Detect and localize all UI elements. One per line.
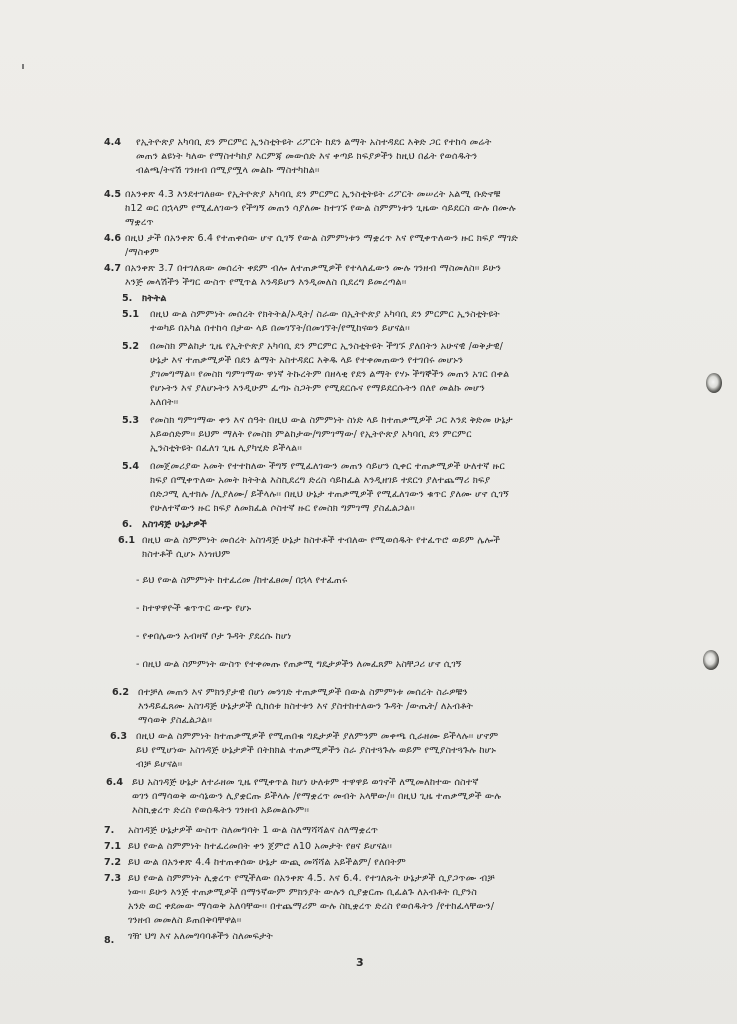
section-number: 7. [104, 825, 115, 836]
bullet-item: - የቀበሌውን አብዛኛ ቦታ ጉዳት ያደረሱ ከሆነ [136, 631, 292, 642]
clause-text-line: በዚህ ውል ስምምነት መሰረት አስገዳጅ ሁኔታ ከስተቶች ተብለው የሚወሰዱት የተፈጥሮ ወይም ሌሎች [142, 535, 501, 546]
clause-text-line: ይህ የውል ስምምነት ሊቋረጥ የሚችለው በአንቀጽ 4.5. እና 6.4. የተገለጹት ሁኔታዎች ሲያጋጥሙ ብቻ [128, 873, 495, 884]
bullet-item: - ይህ የውል ስምምነት ከተፈረመ /ከተፈፀመ/ በኋላ የተፈጠሩ [136, 575, 348, 586]
clause-number: 5.4 [122, 461, 139, 472]
clause-number: 7.2 [104, 857, 121, 868]
clause-text-line: ይህ አስገዳጅ ሁኔታ ለተራዘመ ጊዜ የሚቀጥል ከሆነ ሁለቱም ተዋዋይ ወገኖች ለሚመለከተው ሰስተኛ [132, 777, 479, 788]
clause-text-line: በዚህ ውል ስምምነት መሰረት የክትትል/ኦዲት/ ስራው በኢትዮጵያ አካባቢ ደን ምርምር ኢንስቲትዩት [150, 309, 500, 320]
clause-text-line: ብቻ ይሆናል፡፡ [136, 759, 183, 770]
clause-text-line: ይህ የውል ስምምነት ከተፈረመበት ቀን ጀምሮ ለ10 አመታት የፀና ይሆናል፡፡ [128, 841, 392, 852]
clause-text-line: በመጀመሪያው አመት የተተከለው ችግኝ የሚፈለገውን መጠን ሳይሆን ሲቀር ተጠቃሚዎች ሁለተኛ ዙር [150, 461, 505, 472]
section-heading: አስገዳጅ ሁኔታዎች [142, 519, 207, 530]
clause-text-line: ያገመግማል፡፡ የመስክ ግምገማው ዋነኛ ትኩረትም በዘላቂ የደን ልማት የሃኑ ችግኞችን መጠን አገር በቀል [150, 369, 510, 380]
clause-number: 6.4 [106, 777, 123, 788]
clause-text-line: መጠን ልዩነት ካለው የማስተካከያ እርምጃ መውሰድ እና ቀጣይ ክፍያዎችን ከዚህ በፊት የወሰዱትን [136, 151, 478, 162]
clause-number: 6.1 [118, 535, 135, 546]
clause-text-line: /ማስቀም [125, 247, 160, 258]
clause-text-line: በዚህ ውል ስምምነት ከተጠቃሚዎች የሚጠበቁ ግዴታዎች ያለምንም መቀጫ ሲራዘሙ ይችላሉ፡፡ ሆኖም [136, 731, 499, 742]
clause-text-line: አይወሰድም፡፡ ይህም ማለት የመስክ ምልከታው/ግምገማው/ የኢትዮጵያ አካባቢ ደን ምርምር [150, 429, 472, 440]
clause-text-line: በአንቀጽ 4.3 እንደተገለፀው የኢትዮጵያ አካባቢ ደን ምርምር ኢንስቲትዩት ሪፖርት መሠረት አልሚ ቡድኖቹ [125, 189, 501, 200]
clause-number: 6.3 [110, 731, 127, 742]
clause-text-line: አለበት፡፡ [150, 397, 179, 408]
clause-text-line: ብልጫ/ትናሽ ገንዘብ በሚያሟላ መልኩ ማስተካከል፡፡ [136, 165, 320, 176]
clause-text-line: በዚህ ታች በአንቀጽ 6.4 የተጠቀሰው ሆኖ ሲገኝ የውል ስምምነቱን ማቋረጥ እና የሚቀጥለውን ዙር ክፍያ ማገድ [125, 233, 519, 244]
clause-text-line: ኢንስቲትዩት በፈለገ ጊዜ ሊያካሂድ ይችላል፡፡ [150, 443, 303, 454]
clause-text-line: እስኪቋረጥ ድረስ የወሰዱትን ገንዘብ አይመልሱም፡፡ [132, 805, 310, 816]
clause-text-line: አንድ ወር ቀደመው ማሳወቅ አለባቸው፡፡ በተጨማሪም ውሉ ስኪቋረጥ ድረስ የወሰዱትን /የተከፈላቸውን/ [128, 901, 495, 912]
clause-text-line: እንዳይፈጸሙ አስገዳጅ ሁኔታዎች ሲከሰቱ ክስተቱን እና ያስተከተለውን ጉዳት /ውጤት/ ለአብቶት [138, 701, 474, 712]
clause-number: 4.6 [104, 233, 121, 244]
punch-hole [706, 373, 722, 393]
clause-text-line: በተቻለ መጠን እና ምክንያታዊ በሆነ መንገድ ተጠቃሚዎች በውል ስምምነቱ መሰረት ስራዎቹን [138, 687, 468, 698]
section-number: 5. [122, 293, 133, 304]
clause-number: 5.1 [122, 309, 139, 320]
clause-text-line: የመስክ ግምገማው ቀን እና ሰዓት በዚህ ውል ስምምነት ስነድ ላይ ከተጠቃሚዎች ጋር እንደ ቅድመ ሁኔታ [150, 415, 513, 426]
clause-text-line: ነው፡፡ ይሁን እንጅ ተጠቃሚዎች በማንኛውም ምክንያት ውሉን ሲያቋርጡ ቢፈልጉ ለአብቶት ቢያንስ [128, 887, 477, 898]
clause-text-line: ከ12 ወር በኋላም የሚፈለገውን የችግኝ መጠን ሳያለሙ ከተገኙ የውል ስምምነቱን ጊዜው ሳይደርስ ውሉ በሙሉ [125, 203, 516, 214]
bullet-item: - ከተዋዋዮች ቁጥጥር ውጭ የሆኑ [136, 603, 252, 614]
bullet-item: - በዚህ ውል ስምምነት ውስጥ የተቀመጡ የጠቃሚ ግዴታዎችን ለመፈጸም አስቸጋሪ ሆኖ ሲገኝ [136, 659, 462, 670]
section-heading: አስገዳጅ ሁኔታዎች ውስጥ ስለመግባት 1 ውል ስለማሻሻልና ስለማቋረጥ [128, 825, 379, 836]
clause-text-line: በመስክ ምልከታ ጊዜ የኢትዮጵያ አካባቢ ደን ምርምር ኢንስቲትዩት ችግኙ ያለበትን አሁናዊ /ወቅታዊ/ [150, 341, 504, 352]
punch-hole [703, 650, 719, 670]
clause-text-line: በድጋሚ ሊተክሉ /ሊያለሙ/ ይችላሉ፡፡ በዚህ ሁኔታ ተጠቃሚዎች የሚፈለገውን ቁጥር ያለሙ ሆኖ ሲገኝ [150, 489, 509, 500]
clause-text-line: ተወካይ በአካል በተከሳ በታው ላይ በመገኘት/በመገኘት/የሚከናወን ይሆናል፡፡ [150, 323, 410, 334]
section-number: 6. [122, 519, 133, 530]
clause-number: 7.1 [104, 841, 121, 852]
clause-text-line: ገንዘብ መመለስ ይጠበቅባቸዋል፡፡ [128, 915, 242, 926]
clause-text-line: ሁኔታ እና ተጠቃሚዎች በደን ልማት አስተዳደር እቅዱ ላይ የተቀመጠውን የተገበሩ መሆኑን [150, 355, 464, 366]
clause-text-line: የኢትዮጵያ አካባቢ ደን ምርምር ኢንስቲትዩት ሪፖርት ከደን ልማት አስተዳደር እቅድ ጋር የተከሳ መሬት [136, 137, 492, 148]
scan-mark [22, 64, 24, 69]
clause-text-line: የሆኑትን እና ያለሆኑትን እንዲሁም ፈጣኑ ስጋትም የሚደርሱና የማይደርሱትን በለየ መልኩ መሆን [150, 383, 485, 394]
section-heading: ገዥ ህግ እና አለመግባባቶችን ስለመፍታት [128, 931, 273, 942]
clause-text-line: ይህ የሚሆነው አስገዳጅ ሁኔታዎች በትክክል ተጠቃሚዎችን ስራ ያስተጓጉሉ ወይም የሚያስተጓጉሉ ከሆኑ [136, 745, 497, 756]
clause-text-line: የሁለተኛውን ዙር ክፍያ ለመክፈል ሶስተኛ ዙር የመስክ ግምገማ ያስፈልጋል፡፡ [150, 503, 415, 514]
clause-number: 6.2 [112, 687, 129, 698]
clause-number: 4.4 [104, 137, 121, 148]
section-number: 8. [104, 935, 115, 946]
clause-text-line: ማሳወቅ ያስፈልጋል፡፡ [138, 715, 213, 726]
clause-number: 5.2 [122, 341, 139, 352]
clause-number: 7.3 [104, 873, 121, 884]
section-heading: ክትትል [142, 293, 167, 304]
clause-text-line: ወገን በማሳወቅ ውሳኔውን ሊያቋርጡ ይችላሉ /የማቋረጥ መብት አላቸው/፡፡ በዚህ ጊዜ ተጠቃሚዎች ውሉ [132, 791, 502, 802]
clause-text-line: እንጅ መላሽችን ችግር ውስጥ የሚጥል እንዳይሆን እንዲመለስ ቢደረግ ይመረጣል፡፡ [125, 277, 407, 288]
clause-text-line: ክፍያ በሚቀጥለው አመት ክትትል እስኪደረግ ድረስ ሳይከፈል እንዲዘገይ ተደርጎ ያለተጨማሪ ክፍያ [150, 475, 491, 486]
clause-text-line: በአንቀጽ 3.7 በተገለጸው መሰረት ቀደም ብሎ ለተጠቃሚዎች የተላለፈውን ሙሉ ገንዘብ ማስመለስ፡፡ ይሁን [125, 263, 501, 274]
clause-number: 4.5 [104, 189, 121, 200]
clause-number: 4.7 [104, 263, 121, 274]
page-number: 3 [356, 956, 364, 969]
clause-text-line: ክስተቶች ሲሆኑ እነዝህም [142, 549, 231, 560]
clause-text-line: ይህ ውል በአንቀጽ 4.4 ከተጠቀሰው ሁኔታ ውጪ መሻሻል አይችልም/ የለበትም [128, 857, 406, 868]
clause-text-line: ማቋረጥ [125, 217, 154, 228]
clause-number: 5.3 [122, 415, 139, 426]
